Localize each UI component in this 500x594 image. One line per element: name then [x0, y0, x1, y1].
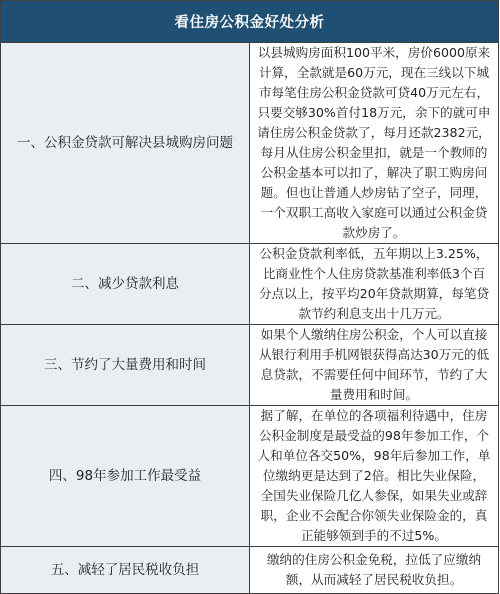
table-row	[1, 547, 499, 594]
row-content: 据了解，在单位的各项福利待遇中，住房公积金制度是最受益的98年参加工作，个人和单位各交50%，98年后参加工作，单位缴纳更是达到了2倍。相比失业保险，全国失业保险几亿人参保，如果失业或辞职，企业不会配合你领失业保险金的，真正能够领到手的不过5%。	[250, 406, 499, 547]
table-row	[1, 406, 499, 547]
table-row	[1, 244, 499, 325]
row-label: 四、98年参加工作最受益	[1, 406, 250, 547]
table-row	[1, 325, 499, 406]
row-content: 缴纳的住房公积金免税，拉低了应缴纳额，从而减轻了居民税收负担。	[250, 547, 499, 594]
table-row	[1, 43, 499, 244]
row-label: 三、节约了大量费用和时间	[1, 325, 250, 406]
table-header-row	[1, 1, 499, 43]
table-title: 看住房公积金好处分析	[1, 1, 499, 43]
row-content: 如果个人缴纳住房公积金，个人可以直接从银行利用手机网银获得高达30万元的低息贷款，不需要任何中间环节，节约了大量费用和时间。	[250, 325, 499, 406]
row-label: 五、减轻了居民税收负担	[1, 547, 250, 594]
row-label: 一、公积金贷款可解决县城购房问题	[1, 43, 250, 244]
row-content: 公积金贷款利率低，五年期以上3.25%，比商业性个人住房贷款基准利率低3个百分点以上，按平均20年贷款期算，每笔贷款节约利息支出十几万元。	[250, 244, 499, 325]
row-label: 二、减少贷款利息	[1, 244, 250, 325]
row-content: 以县城购房面积100平米，房价6000原来计算，全款就是60万元，现在三线以下城市每笔住房公积金贷款可贷40万元左右，只要交够30%首付18万元，余下的就可申请住房公积金贷款了，每月还款2382元，每月从住房公积金里扣，就是一个教师的公积金基本可以扣了，解决了职工购房问题。但也让普通人炒房钻了空子，同理，一个双职工高收入家庭可以通过公积金贷款炒房了。	[250, 43, 499, 244]
